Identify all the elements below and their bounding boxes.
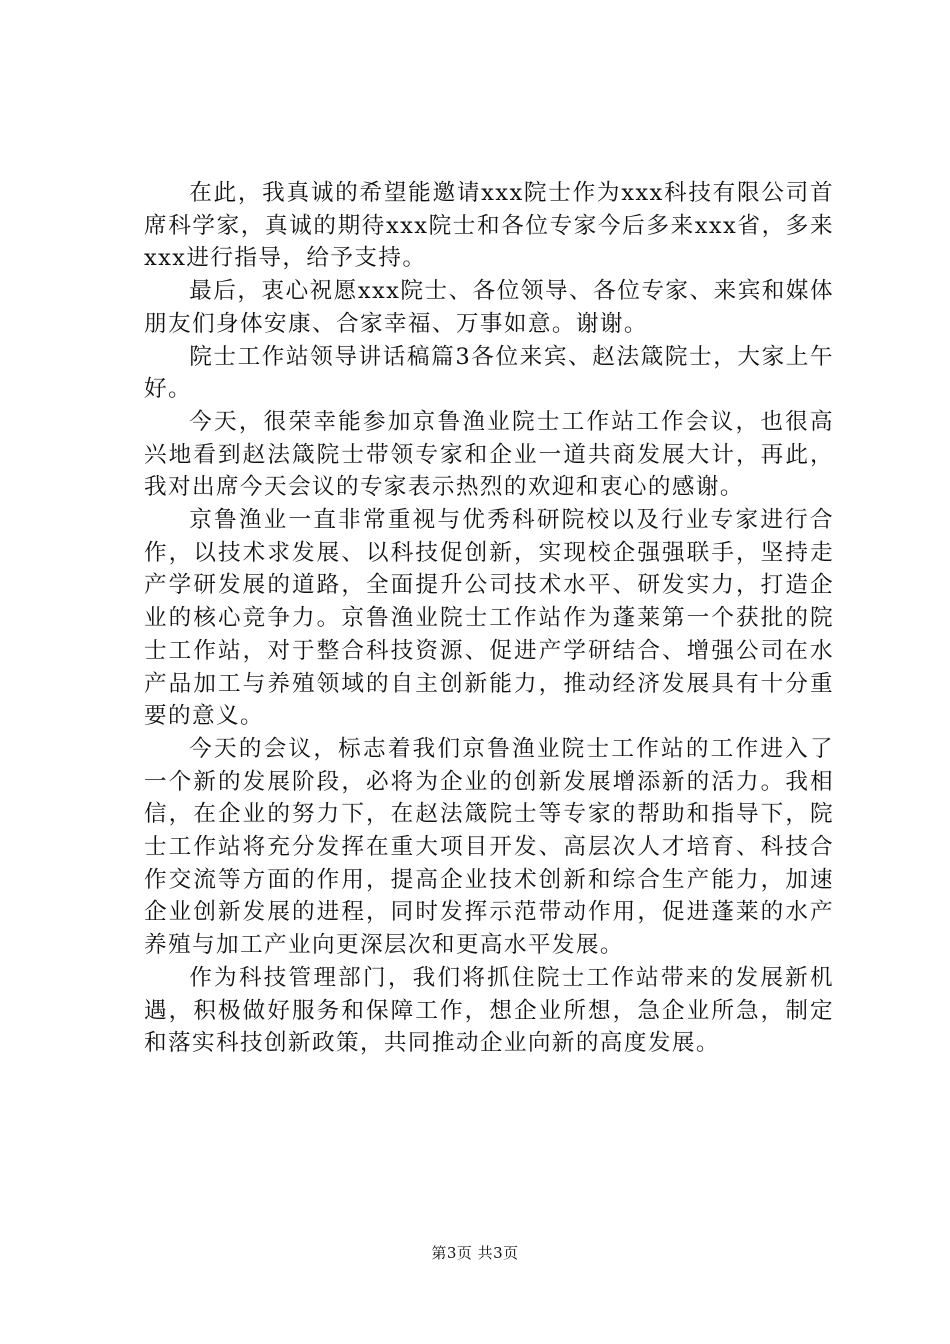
paragraph-department-commitment: 作为科技管理部门，我们将抓住院士工作站带来的发展新机遇，积极做好服务和保障工作，想企业所想，急企业所急，制定和落实科技创新政策，共同推动企业向新的高度发展。 — [144, 964, 834, 1057]
paragraph-cooperation: 京鲁渔业一直非常重视与优秀科研院校以及行业专家进行合作，以技术求发展、以科技促创新，实现校企强强联手，坚持走产学研发展的道路，全面提升公司技术水平、研发实力，打造企业的核心竞争力。京鲁渔业院士工作站作为蓬莱第一个获批的院士工作站，对于整合科技资源、促进产学研结合、增强公司在水产品加工与养殖领域的自主创新能力，推动经济发展具有十分重要的意义。 — [144, 507, 834, 730]
paragraph-meeting-significance: 今天的会议，标志着我们京鲁渔业院士工作站的工作进入了一个新的发展阶段，必将为企业的创新发展增添新的活力。我相信，在企业的努力下，在赵法箴院士等专家的帮助和指导下，院士工作站将充分发挥在重大项目开发、高层次人才培育、科技合作交流等方面的作用，提高企业技术创新和综合生产能力，加速企业创新发展的进程，同时发挥示范带动作用，促进蓬莱的水产养殖与加工产业向更深层次和更高水平发展。 — [144, 735, 834, 959]
paragraph-invitation: 在此，我真诚的希望能邀请xxx院士作为xxx科技有限公司首席科学家，真诚的期待xxx院士和各位专家今后多来xxx省，多来xxx进行指导，给予支持。 — [144, 180, 834, 272]
paragraph-closing-wishes: 最后，衷心祝愿xxx院士、各位领导、各位专家、来宾和媒体朋友们身体安康、合家幸福、万事如意。谢谢。 — [144, 278, 834, 337]
paragraph-speech-title: 院士工作站领导讲话稿篇3各位来宾、赵法箴院士，大家上午好。 — [144, 343, 834, 403]
page-footer: 第3页 共3页 — [431, 1244, 519, 1262]
paragraph-opening: 今天，很荣幸能参加京鲁渔业院士工作站工作会议，也很高兴地看到赵法箴院士带领专家和企业一道共商发展大计，再此，我对出席今天会议的专家表示热烈的欢迎和衷心的感谢。 — [144, 408, 834, 501]
body-text — [144, 177, 834, 1060]
